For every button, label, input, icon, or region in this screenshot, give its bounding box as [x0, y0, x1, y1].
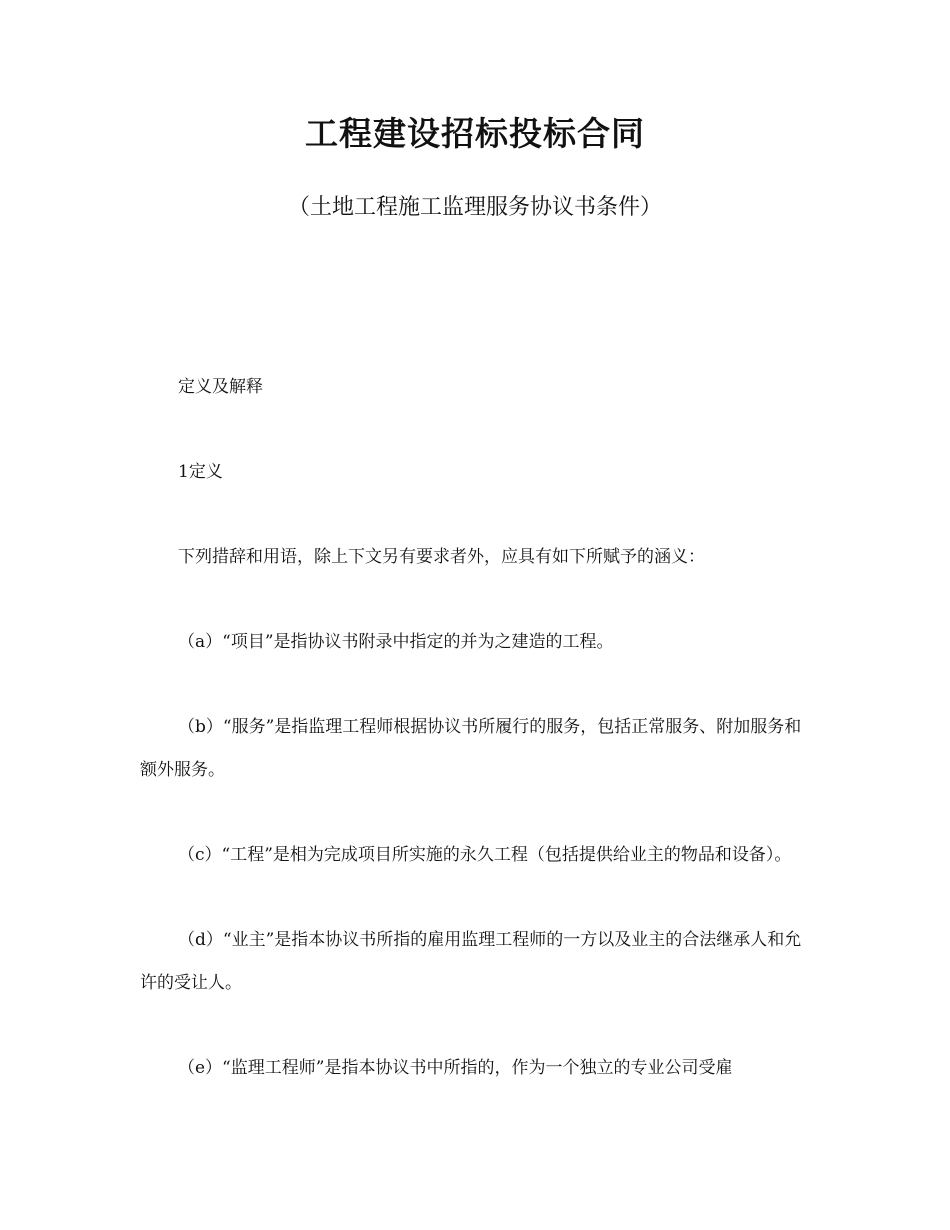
document-title: 工程建设招标投标合同: [305, 114, 645, 153]
definition-item-a: （a）“项目”是指协议书附录中指定的并为之建造的工程。: [178, 632, 614, 652]
definition-item-d: （d）“业主”是指本协议书所指的雇用监理工程师的一方以及业主的合法继承人和允许的受让人。: [140, 930, 802, 993]
definition-item-b: （b）“服务”是指监理工程师根据协议书所履行的服务，包括正常服务、附加服务和额外服务。: [140, 717, 802, 780]
document-body: [140, 366, 805, 1090]
definition-item-e: （e）“监理工程师”是指本协议书中所指的，作为一个独立的专业公司受雇: [178, 1058, 733, 1078]
document-subtitle: （土地工程施工监理服务协议书条件）: [287, 195, 662, 220]
section-heading: 定义及解释: [178, 377, 263, 397]
paragraph: 下列措辞和用语，除上下文另有要求者外，应具有如下所赋予的涵义：: [178, 547, 705, 567]
definition-item-c: （c）“工程”是相为完成项目所实施的永久工程（包括提供给业主的物品和设备）。: [178, 845, 792, 865]
clause-heading: 1定义: [178, 462, 223, 482]
